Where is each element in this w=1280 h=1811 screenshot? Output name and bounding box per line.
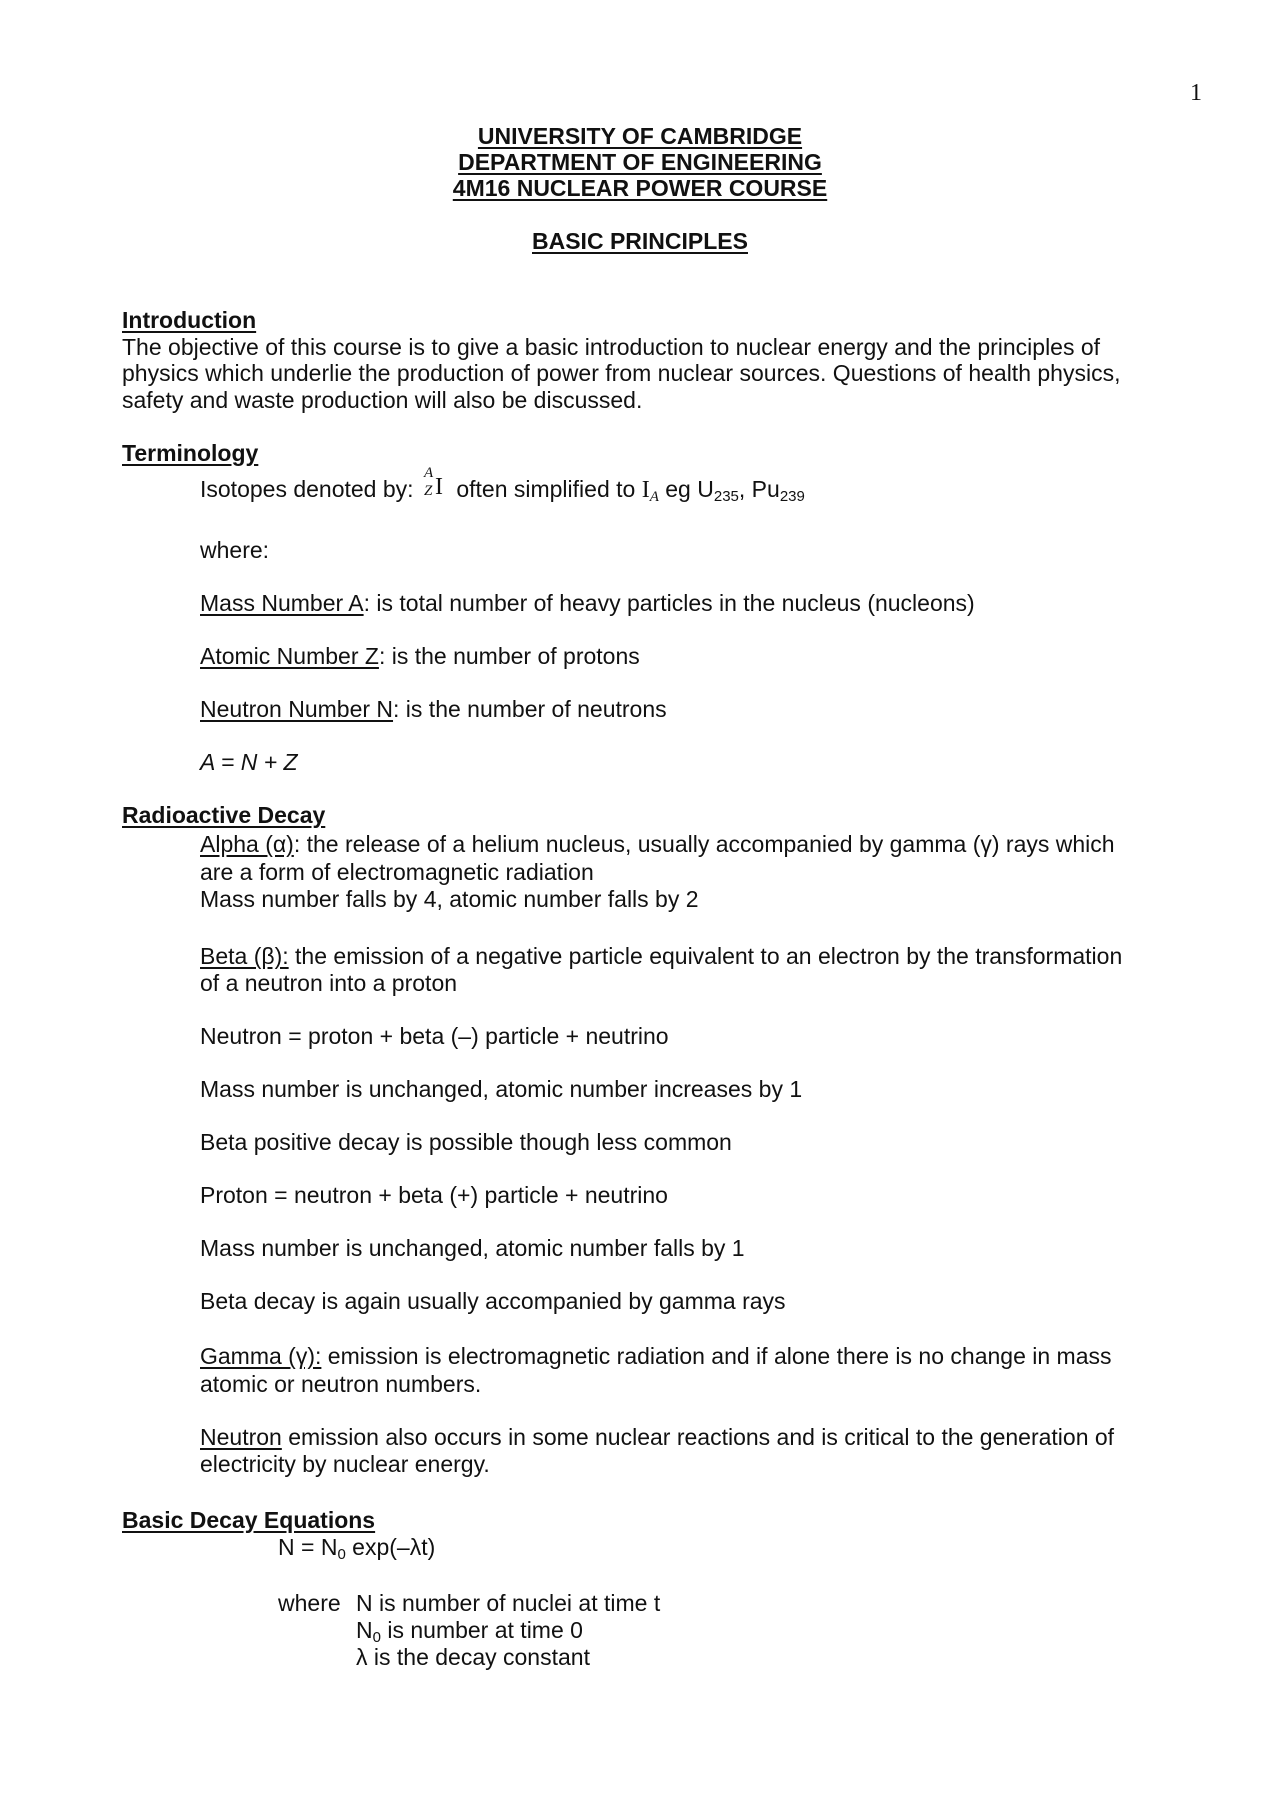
gamma-definition: Gamma (γ): emission is electromagnetic radiation and if alone there is no change in mass: [200, 1343, 1112, 1369]
introduction-line: safety and waste production will also be discussed.: [122, 387, 643, 413]
beta-equation-positive: Proton = neutron + beta (+) particle + neutrino: [200, 1182, 668, 1208]
alpha-mass-change: Mass number falls by 4, atomic number falls by 2: [200, 886, 699, 912]
beta-gamma-note: Beta decay is again usually accompanied by gamma rays: [200, 1288, 786, 1314]
mass-number-definition: Mass Number A: is total number of heavy particles in the nucleus (nucleons): [200, 590, 975, 616]
gamma-definition-cont: atomic or neutron numbers.: [200, 1371, 482, 1397]
introduction-line: The objective of this course is to give a basic introduction to nuclear energy and the principles of: [122, 334, 1101, 360]
header-university: UNIVERSITY OF CAMBRIDGE: [477, 123, 803, 149]
where-label-decay: where: [278, 1590, 341, 1616]
decay-def-n: N is number of nuclei at time t: [356, 1590, 661, 1616]
header-department: DEPARTMENT OF ENGINEERING: [458, 149, 822, 175]
introduction-heading: Introduction: [122, 307, 257, 333]
beta-definition-cont: of a neutron into a proton: [200, 970, 458, 996]
neutron-emission-cont: electricity by nuclear energy.: [200, 1451, 490, 1477]
introduction-line: physics which underlie the production of power from nuclear sources. Questions of health physics,: [122, 360, 1121, 386]
atomic-number-definition: Atomic Number Z: is the number of protons: [200, 643, 640, 669]
neutron-emission-definition: Neutron emission also occurs in some nuclear reactions and is critical to the generation of: [200, 1424, 1115, 1450]
document-title: BASIC PRINCIPLES: [532, 228, 748, 254]
basic-decay-heading: Basic Decay Equations: [122, 1507, 376, 1533]
header-course: 4M16 NUCLEAR POWER COURSE: [452, 175, 828, 201]
beta-mass-change: Mass number is unchanged, atomic number increases by 1: [200, 1076, 803, 1102]
neutron-number-definition: Neutron Number N: is the number of neutrons: [200, 696, 667, 722]
decay-equation: $N = N_0$ exp(–λt): [278, 1534, 436, 1563]
beta-equation-negative: Neutron = proton + beta (–) particle + neutrino: [200, 1023, 669, 1049]
simplified-symbol: $I_A$: [641, 477, 659, 505]
terminology-heading: Terminology: [122, 440, 259, 466]
decay-def-n0: $N_0$ is number at time 0: [356, 1617, 583, 1646]
radioactive-decay-heading: Radioactive Decay: [122, 802, 326, 828]
beta-definition: Beta (β): the emission of a negative particle equivalent to an electron by the transformation: [200, 943, 1123, 969]
isotope-notation-line: Isotopes denoted by: A Z I often simplified to $I_A$ eg $U_{235}$, $Pu_{239}$: [200, 465, 805, 505]
mass-equation: A = N + Z: [200, 749, 298, 775]
beta-positive-note: Beta positive decay is possible though less common: [200, 1129, 732, 1155]
alpha-definition-cont: are a form of electromagnetic radiation: [200, 859, 594, 885]
alpha-definition: Alpha (α): the release of a helium nucleus, usually accompanied by gamma (γ) rays which: [200, 831, 1115, 857]
isotope-symbol: A Z I: [423, 465, 443, 500]
beta-positive-mass-change: Mass number is unchanged, atomic number falls by 1: [200, 1235, 745, 1261]
isotopes-text: Isotopes denoted by:: [200, 476, 420, 502]
page-number: 1: [1190, 80, 1202, 106]
where-label: where:: [200, 537, 270, 563]
decay-def-lambda: λ is the decay constant: [356, 1644, 590, 1670]
